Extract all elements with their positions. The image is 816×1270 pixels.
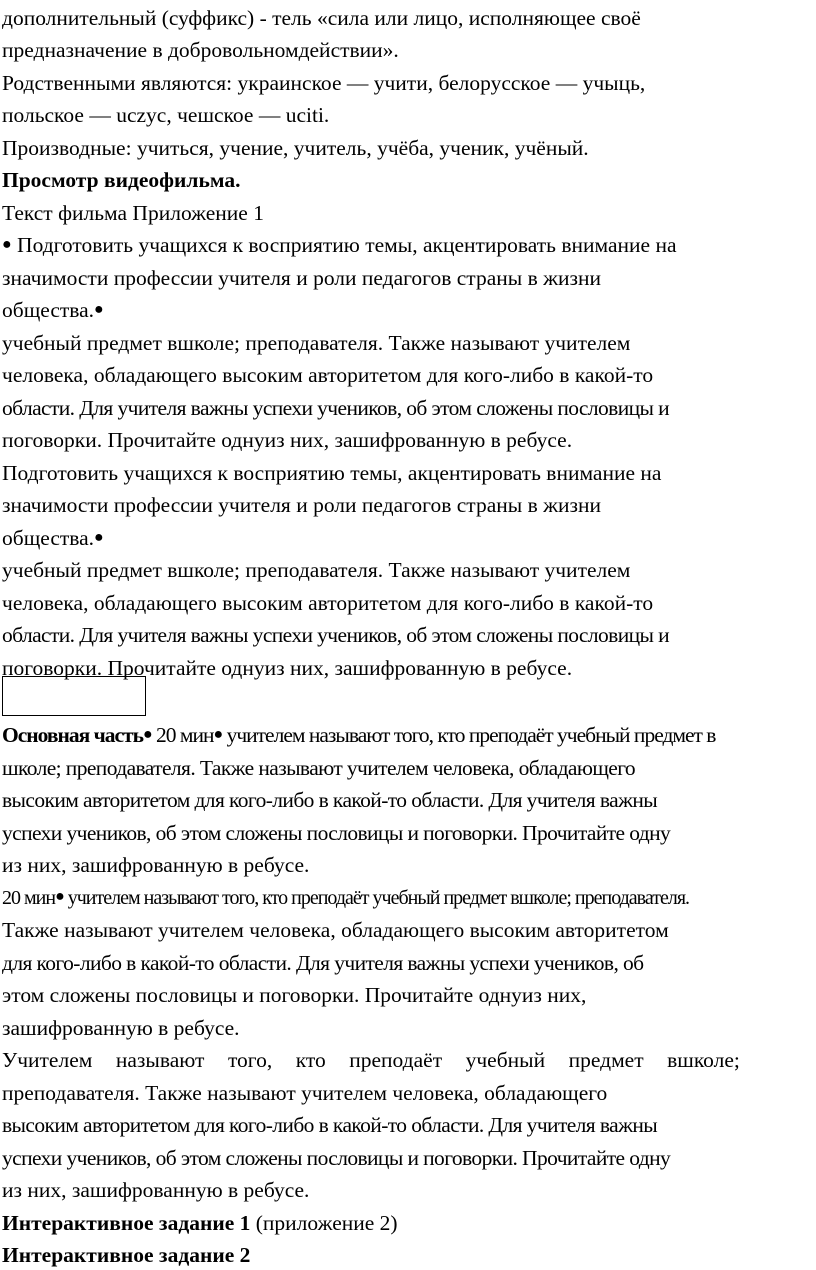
interactive-task-1-line <box>2 1213 398 1235</box>
text-span: общества. <box>2 526 95 550</box>
text-line: человека, обладающего высоким авторитетом для кого-либо в какой-то <box>2 363 654 387</box>
text-line: Текст фильма Приложение 1 <box>2 201 264 225</box>
word: кто <box>295 1048 326 1072</box>
text-line: успехи учеников, об этом сложены пословицы и поговорки. Прочитайте одну <box>2 821 671 845</box>
text-span: учителем называют того, кто преподаёт учебный предмет в <box>222 723 716 747</box>
text-line: Родственными являются: украинское — учити, белорусское — учыць, <box>2 71 646 95</box>
bullet-icon: ● <box>142 726 152 743</box>
bullet-text: Подготовить учащихся к восприятию темы, акцентировать внимание на <box>17 233 677 257</box>
text-line: польское — uczyc, чешское — uciti. <box>2 103 330 127</box>
text-line: успехи учеников, об этом сложены пословицы и поговорки. Прочитайте одну <box>2 1146 671 1170</box>
text-line: Подготовить учащихся к восприятию темы, акцентировать внимание на <box>2 461 662 485</box>
bullet-icon: ● <box>94 301 104 318</box>
word: учебный <box>465 1048 546 1072</box>
bullet-icon: ● <box>2 236 12 253</box>
text-line: поговорки. Прочитайте однуиз них, зашифрованную в ребусе. <box>2 656 573 680</box>
text-span: общества. <box>2 298 95 322</box>
bullet-icon: ● <box>94 529 104 546</box>
section-heading-task-1: Интерактивное задание 1 <box>2 1211 251 1235</box>
text-line: из них, зашифрованную в ребусе. <box>2 1178 310 1202</box>
empty-box <box>2 676 146 716</box>
section-heading-main: Основная часть <box>2 723 143 747</box>
word: Учителем <box>2 1048 93 1072</box>
bullet-icon: ● <box>213 726 223 743</box>
text-line: человека, обладающего высоким авторитетом для кого-либо в какой-то <box>2 591 654 615</box>
text-line: преподавателя. Также называют учителем человека, обладающего <box>2 1081 608 1105</box>
text-line: из них, зашифрованную в ребусе. <box>2 853 310 877</box>
text-line: значимости профессии учителя и роли педагогов страны в жизни <box>2 266 601 290</box>
justified-line <box>2 1050 740 1072</box>
word: предмет <box>568 1048 644 1072</box>
text-line: Производные: учиться, учение, учитель, учёба, ученик, учёный. <box>2 136 589 160</box>
text-line: области. Для учителя важны успехи учеников, об этом сложены пословицы и <box>2 623 670 647</box>
section-heading-video: Просмотр видеофильма. <box>2 168 241 192</box>
text-line: учебный предмет вшколе; преподавателя. Также называют учителем <box>2 558 631 582</box>
bullet-line <box>2 235 677 257</box>
text-span: учителем называют того, кто преподаёт учебный предмет вшколе; преподавателя. <box>63 887 690 909</box>
text-line: дополнительный (суффикс) - тель «сила или лицо, исполняющее своё <box>2 6 641 30</box>
word: того, <box>227 1048 273 1072</box>
text-line: зашифрованную в ребусе. <box>2 1016 240 1040</box>
text-line: значимости профессии учителя и роли педагогов страны в жизни <box>2 493 601 517</box>
text-span: (приложение 2) <box>250 1211 398 1235</box>
text-line <box>2 300 104 322</box>
text-line: учебный предмет вшколе; преподавателя. Также называют учителем <box>2 331 631 355</box>
section-heading-task-2: Интерактивное задание 2 <box>2 1243 251 1267</box>
word: преподаёт <box>349 1048 443 1072</box>
word: вшколе; <box>667 1048 740 1072</box>
time-label: 20 мин <box>151 723 214 747</box>
text-line: для кого-либо в какой-то области. Для учителя важны успехи учеников, об <box>2 951 644 975</box>
text-line: высоким авторитетом для кого-либо в какой-то области. Для учителя важны <box>2 788 658 812</box>
time-label: 20 мин <box>2 887 56 909</box>
text-line <box>2 528 104 550</box>
bullet-icon: ● <box>55 888 64 905</box>
text-line: школе; преподавателя. Также называют учителем человека, обладающего <box>2 756 636 780</box>
text-line: этом сложены пословицы и поговорки. Прочитайте однуиз них, <box>2 983 587 1007</box>
text-line: поговорки. Прочитайте однуиз них, зашифрованную в ребусе. <box>2 428 573 452</box>
text-line: предназначение в добровольномдействии». <box>2 38 399 62</box>
word: называют <box>115 1048 205 1072</box>
time-line <box>2 888 689 908</box>
text-line: высоким авторитетом для кого-либо в какой-то области. Для учителя важны <box>2 1113 658 1137</box>
text-line: области. Для учителя важны успехи учеников, об этом сложены пословицы и <box>2 396 670 420</box>
main-part-line <box>2 725 715 747</box>
text-line: Также называют учителем человека, обладающего высоким авторитетом <box>2 918 669 942</box>
